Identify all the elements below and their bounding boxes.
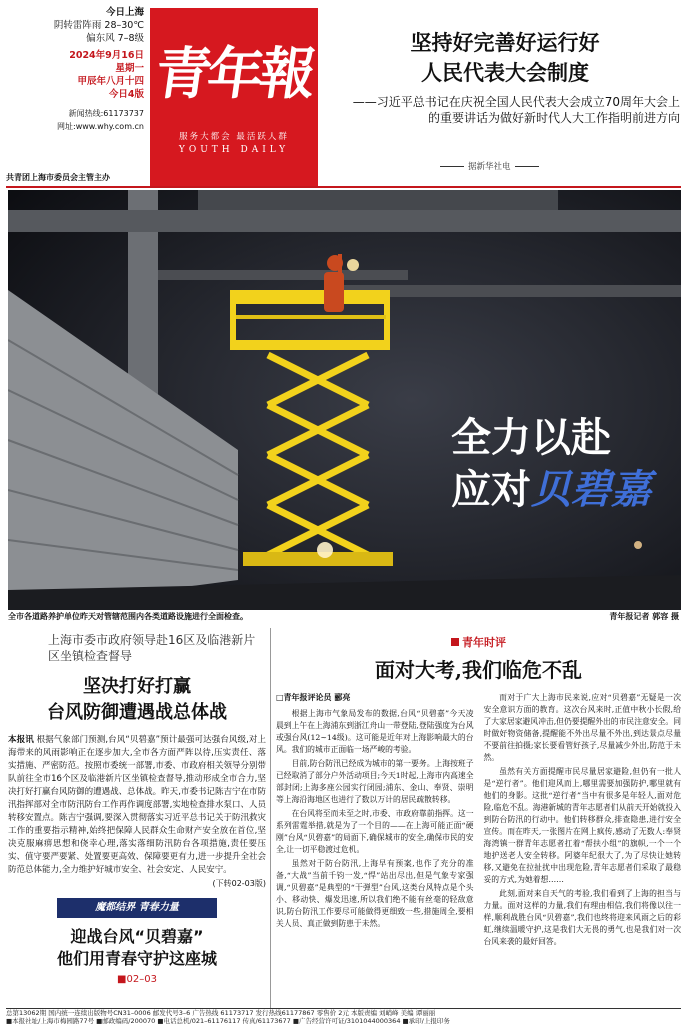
photo-credit: 青年报记者 郭容 摄 <box>609 612 679 621</box>
paragraph: 而对于广大上海市民来说,应对“贝碧嘉”无疑是一次安全意识方面的教育。这次台风来时,正值中秋小长假,给了大家居家避风冲击,但仍要提醒外出的市民注意安全。同时做好物资储备,提醒能不外出尽量不外出,到达景点尽量不要前往拍摄;家长要看管好孩子,尽量减少外出,防范于未然。 <box>483 693 681 762</box>
lunar-date: 甲辰年八月十四 <box>77 76 144 87</box>
top-subheadline: ——习近平总书记在庆祝全国人民代表大会成立70周年大会上的重要讲话为做好新时代人大工作指明前进方向 <box>352 95 680 125</box>
weather-line1: 阴转雷阵雨 28–30℃ <box>53 20 144 31</box>
photo-headline-line1: 全力以赴 <box>451 414 611 461</box>
weather-line2: 偏东风 7–8级 <box>86 33 144 44</box>
top-headline-line2[interactable]: 人民代表大会制度 <box>421 61 589 85</box>
paragraph: 目前,防台防汛已经成为城市的第一要务。上海按班子已经取消了部分户外活动项目;今天1时起,上海市内高速全部封闭;上海多座公园实行闭园;浦东、金山、奉贤、崇明等上海沿海地区也进行了数以万计的居民疏散转移。 <box>276 759 474 804</box>
paragraph: 在台风将至而未至之时,市委、市政府靠前指挥。这一系列雷霆举措,就是为了一个目的——在上海可能正面“硬刚”台风“贝碧嘉”的局面下,确保城市的安全,确保市民的安全,让一切平稳渡过危机。 <box>276 809 474 854</box>
photo-caption: 全市各道路养护单位昨天对管辖范围内各类道路设施进行全面检查。 <box>8 612 248 621</box>
logo-slogan: 服务大都会 最活跃人群 <box>179 132 289 142</box>
top-headline-line1[interactable]: 坚持好完善好运行好 <box>410 31 600 55</box>
footer <box>6 1008 681 1024</box>
photo-headline-line2 <box>451 464 651 516</box>
news-hotline: 新闻热线:61173737 <box>68 109 144 118</box>
newspaper-logo <box>150 8 318 186</box>
gantry-beam <box>8 210 681 232</box>
left-body <box>8 734 266 890</box>
commentary-headline[interactable]: 面对大考,我们临危不乱 <box>375 658 582 682</box>
feature-banner: 魔都结界 青春力量 <box>57 898 217 918</box>
commentary-col-2 <box>484 692 682 950</box>
typhoon-name: 贝碧嘉 <box>531 466 651 513</box>
top-story <box>330 8 680 126</box>
lead-photo <box>8 190 681 610</box>
footer-line1: 总第13062期 国内统一连续出版物号CN31–0006 邮发代号3–6 广告热线 61173717 发行热线61177867 零售价 2元 本版责编 刘峭峰 美编 谭丽丽 <box>6 1009 436 1017</box>
paragraph: 此刻,面对来自天气的考验,我们看到了上海的担当与力量。面对这样的力量,我们有理由相信,我们将像以往一样,顺利战胜台风“贝碧嘉”,我们也终将迎来风雨之后的彩虹,继续温暖守护,这是我们大无畏的勇气,也是我们对一次台风来袭的最好回答。 <box>483 889 681 946</box>
masthead-divider <box>6 186 681 188</box>
column-divider <box>270 628 271 1008</box>
paragraph: 虽然有关方面提醒市民尽量居家避险,但仍有一批人是“逆行者”。他们迎风而上,哪里需要加强防护,哪里就有他们的身影。这批“逆行者”当中有很多是年轻人,面对危险,临危不乱。海港新城的青年志愿者们从前天开始就投入到防台防汛的行动中。他们转移群众,排查隐患,进行安全宣传。而在昨天,一张图片在网上疯传,感动了无数人:奉贤海湾镇一群青年志愿者扛着“帮扶小组”的旗帜,一个一个地护送老人安全转移。阿婆年纪很大了,为了尽快让她转移,又避免在拉扯扰中出现危险,青年志愿者们采取了最稳妥的方式,为她着想…… <box>483 767 681 884</box>
lead-label: 本报讯 <box>8 735 34 745</box>
commentary-tag: 青年时评 <box>276 634 681 650</box>
sponsor-line: 共青团上海市委员会主管主办 <box>6 173 110 182</box>
weather-box <box>6 6 144 133</box>
logo-english: YOUTH DAILY <box>178 145 290 155</box>
photo-headline-line2-a: 应对 <box>451 466 531 513</box>
city-today: 今日上海 <box>105 7 144 18</box>
night-scene-illustration <box>8 190 681 610</box>
left-story <box>8 628 266 1008</box>
issue-weekday: 星期一 <box>115 63 144 74</box>
paragraph: 虽然对于防台防汛,上海早有预案,也作了充分的准备,“大战”当前千钧一发,“悍”站出尽出,但是气象专家强调,“贝碧嘉”是典型的“干弹型”台风,这类台风特点是个头小、移动快、爆发迅速,所以我们绝不能有丝毫的轻敌意识,防台防汛工作要尽可能做得更细致一些,措施周全,要相关人员、真正做到防患于未然。 <box>276 859 474 928</box>
left-headline-line2: 台风防御遭遇战总体战 <box>47 702 227 723</box>
news-source: 据新华社电 <box>440 160 539 172</box>
page-count: 今日4版 <box>108 89 144 100</box>
left-kicker: 上海市委市政府领导赴16区及临港新片区坐镇检查督导 <box>48 633 256 663</box>
left-headline-line1: 坚决打好打赢 <box>83 676 191 697</box>
photo-headline[interactable] <box>451 412 651 516</box>
feature-headline-line2: 他们用青春守护这座城 <box>56 949 217 968</box>
feature-pages[interactable]: ■02–03 <box>117 974 157 985</box>
continued-note: (下转02-03版) <box>212 879 266 888</box>
feature-headline-line1: 迎战台风“贝碧嘉” <box>70 927 204 946</box>
commentary-col-1 <box>276 692 474 950</box>
commentary <box>276 628 681 1013</box>
footer-line2: ■本报社址/上海市梅园路77号 ■邮政编码/200070 ■电话总机/021–61176117 传真/61173677 ■广告经营许可证/3101044000364 ■承印/上报印务 <box>6 1017 450 1024</box>
logo-title: 青年報 <box>151 41 317 107</box>
left-headline[interactable] <box>8 674 266 726</box>
feature-headline[interactable] <box>8 926 266 970</box>
paragraph: 根据上海市气象局发布的数据,台风“贝碧嘉”今天凌晨到上午在上海浦东到浙江舟山一带登陆,登陆强度为台风或强台风(12~14级)。这可能是近年对上海影响最大的台风。我们的城市正面临一场严峻的考验。 <box>276 709 474 754</box>
commentary-columns <box>276 692 681 950</box>
masthead <box>0 0 687 186</box>
website: 网址:www.why.com.cn <box>57 122 144 131</box>
commentary-byline: □青年报评论员 郦亮 <box>276 693 351 702</box>
issue-date: 2024年9月16日 <box>69 50 144 61</box>
left-body-text: 根据气象部门预测,台风“贝碧嘉”预计最强可达强台风级,对上海带来的风雨影响正在逐步加大,全市各方面严阵以待,压实责任、落实措施、严密防范。按照市委统一部署,市委、市政府相关领导分别带队前往全市16个区及临港新片区坐镇检查督导,推动形成全市合力,坚决打好打赢台风防御的遭遇战、总体战。昨天,市委书记陈吉宁在市防汛指挥部对全市防汛防台工作再作调度部署,实地检查排水泵口、人员转移安置点。陈吉宁强调,要深入贯彻落实习近平总书记关于防汛救灾工作的重要指示精神,始终把保障人民群众生命财产安全放在首位,坚决克服麻痹思想和侥幸心理,落实落细防汛防台各项措施,责任要压实、值守要严要紧、处置要更高效、保障要更有力,进一步提升全社会防范总体能力,全力维护好城市安全、社会安定、人民安宁。 <box>8 735 267 875</box>
